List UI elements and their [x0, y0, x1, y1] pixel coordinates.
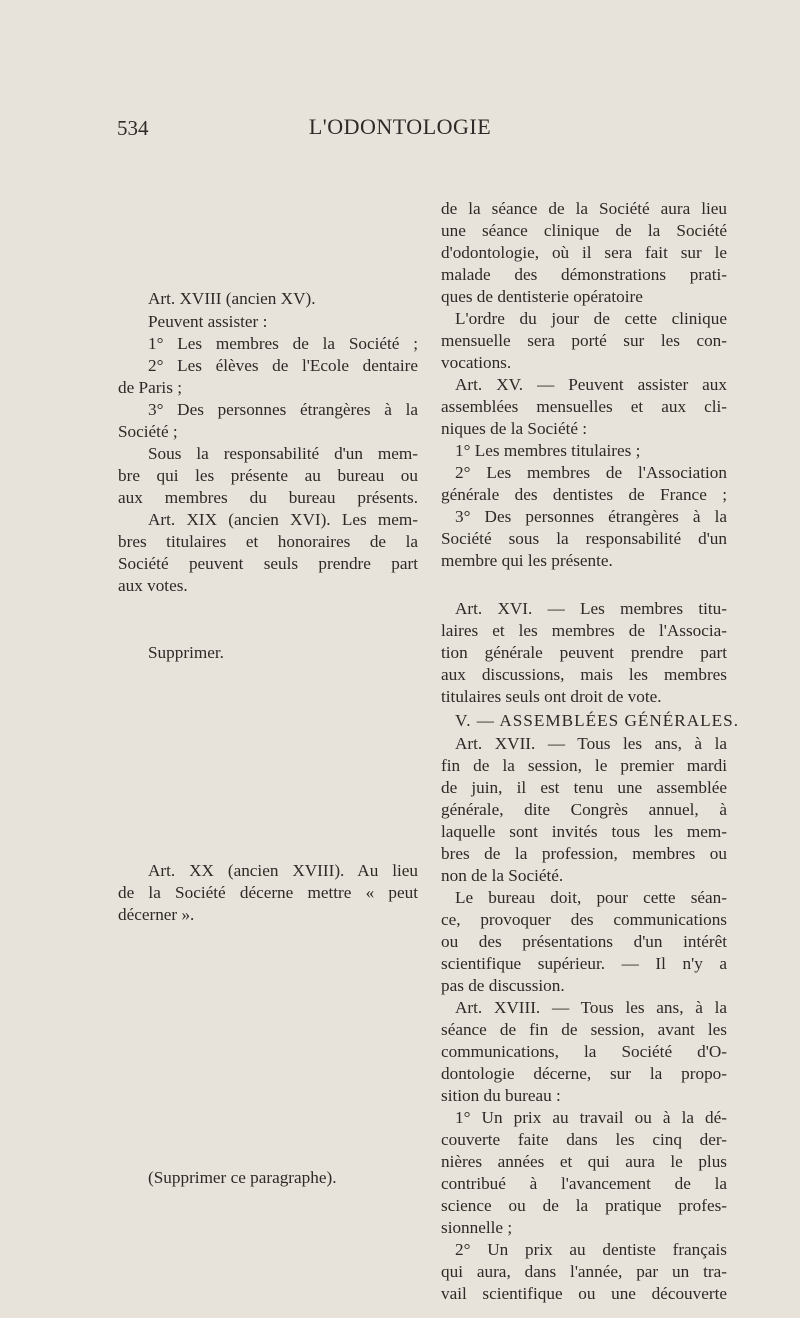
left-line: Supprimer.	[148, 643, 224, 662]
left-line: Société ;	[118, 422, 178, 441]
right-line: nières années et qui aura le plus	[441, 1152, 727, 1171]
right-line: ce, provoquer des communications	[441, 910, 727, 929]
right-line: assemblées mensuelles et aux cli-	[441, 397, 727, 416]
right-line: malade des démonstrations prati-	[441, 265, 727, 284]
right-line: scientifique supérieur. — Il n'y a	[441, 954, 727, 973]
left-line: Art. XVIII (ancien XV).	[148, 289, 316, 308]
right-line: Société sous la responsabilité d'un	[441, 529, 727, 548]
right-line: vocations.	[441, 353, 512, 372]
right-line: générale des dentistes de France ;	[441, 485, 727, 504]
left-line: 3° Des personnes étrangères à la	[148, 400, 418, 419]
left-line: aux membres du bureau présents.	[118, 488, 418, 507]
right-line: sionnelle ;	[441, 1218, 513, 1237]
right-line: non de la Société.	[441, 866, 564, 885]
right-line: Art. XVII. — Tous les ans, à la	[455, 734, 727, 753]
right-line: L'ordre du jour de cette clinique	[455, 309, 727, 328]
right-line: vail scientifique ou une découverte	[441, 1284, 727, 1303]
left-line: de Paris ;	[118, 378, 182, 397]
left-line: décerner ».	[118, 905, 195, 924]
left-line: 2° Les élèves de l'Ecole dentaire	[148, 356, 418, 375]
right-line: laires et les membres de l'Associa-	[441, 621, 727, 640]
right-line: ques de dentisterie opératoire	[441, 287, 643, 306]
right-line: contribué à l'avancement de la	[441, 1174, 727, 1193]
right-line: 1° Un prix au travail ou à la dé-	[455, 1108, 727, 1127]
right-line: de la séance de la Société aura lieu	[441, 199, 727, 218]
right-line: couverte faite dans les cinq der-	[441, 1130, 727, 1149]
right-line: Art. XVI. — Les membres titu-	[455, 599, 727, 618]
page-number: 534	[117, 116, 149, 140]
left-line: bre qui les présente au bureau ou	[118, 466, 418, 485]
left-line: bres titulaires et honoraires de la	[118, 532, 418, 551]
right-line: séance de fin de session, avant les	[441, 1020, 727, 1039]
right-line: 3° Des personnes étrangères à la	[455, 507, 727, 526]
right-line: mensuelle sera porté sur les con-	[441, 331, 727, 350]
left-line: Société peuvent seuls prendre part	[118, 554, 418, 573]
right-line: Art. XV. — Peuvent assister aux	[455, 375, 727, 394]
right-line: ou des présentations d'un intérêt	[441, 932, 727, 951]
left-line: Art. XX (ancien XVIII). Au lieu	[148, 861, 418, 880]
right-line: communications, la Société d'O-	[441, 1042, 727, 1061]
right-line: pas de discussion.	[441, 976, 565, 995]
right-column	[441, 0, 740, 1318]
right-line: 2° Un prix au dentiste français	[455, 1240, 727, 1259]
right-line: titulaires seuls ont droit de vote.	[441, 687, 662, 706]
right-line: fin de la session, le premier mardi	[441, 756, 727, 775]
right-line: aux discussions, mais les membres	[441, 665, 727, 684]
right-line: qui aura, dans l'année, par un tra-	[441, 1262, 727, 1281]
left-column	[118, 0, 418, 1318]
right-line: membre qui les présente.	[441, 551, 613, 570]
left-line: 1° Les membres de la Société ;	[148, 334, 418, 353]
right-line: tion générale peuvent prendre part	[441, 643, 727, 662]
left-line: Peuvent assister :	[148, 312, 268, 331]
right-line: laquelle sont invités tous les mem-	[441, 822, 727, 841]
left-line: (Supprimer ce paragraphe).	[148, 1168, 337, 1187]
left-line: aux votes.	[118, 576, 188, 595]
right-line: générale, dite Congrès annuel, à	[441, 800, 727, 819]
left-line: Art. XIX (ancien XVI). Les mem-	[148, 510, 418, 529]
right-line: sition du bureau :	[441, 1086, 561, 1105]
right-line: V. — ASSEMBLÉES GÉNÉRALES.	[455, 711, 740, 730]
right-line: 1° Les membres titulaires ;	[455, 441, 641, 460]
left-line: Sous la responsabilité d'un mem-	[148, 444, 418, 463]
right-line: Art. XVIII. — Tous les ans, à la	[455, 998, 727, 1017]
right-line: d'odontologie, où il sera fait sur le	[441, 243, 727, 262]
right-line: une séance clinique de la Société	[441, 221, 727, 240]
right-line: Le bureau doit, pour cette séan-	[455, 888, 727, 907]
left-line: de la Société décerne mettre « peut	[118, 883, 418, 902]
right-line: de juin, il est tenu une assemblée	[441, 778, 727, 797]
right-line: dontologie décerne, sur la propo-	[441, 1064, 727, 1083]
right-line: 2° Les membres de l'Association	[455, 463, 727, 482]
right-line: science ou de la pratique profes-	[441, 1196, 727, 1215]
running-head: L'ODONTOLOGIE	[308, 114, 492, 139]
right-line: niques de la Société :	[441, 419, 588, 438]
right-line: bres de la profession, membres ou	[441, 844, 727, 863]
